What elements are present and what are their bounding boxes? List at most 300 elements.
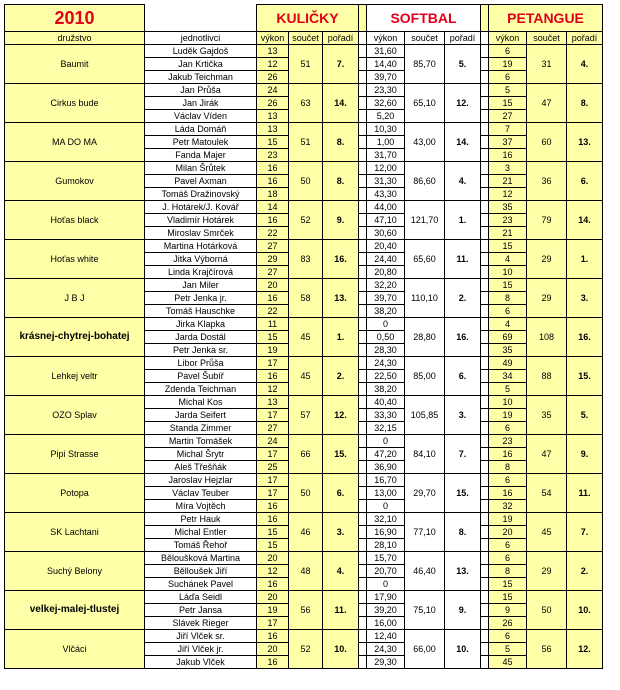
player-name: Běloušková Martina (145, 552, 257, 565)
softbal-poradi: 12. (445, 84, 481, 123)
softbal-poradi: 5. (445, 45, 481, 84)
softbal-vykon: 33,30 (367, 409, 405, 422)
petangue-poradi-header: pořadí (567, 32, 603, 45)
kulicky-vykon: 20 (257, 552, 289, 565)
team-row (5, 201, 603, 214)
player-name: Jakub Teichman (145, 71, 257, 84)
petangue-poradi: 10. (567, 591, 603, 630)
kulicky-soucet: 52 (289, 201, 323, 240)
player-name: Petr Jansa (145, 604, 257, 617)
softbal-poradi: 4. (445, 162, 481, 201)
kulicky-poradi: 11. (323, 591, 359, 630)
kulicky-poradi: 1. (323, 318, 359, 357)
softbal-vykon: 0 (367, 578, 405, 591)
petangue-vykon: 21 (489, 227, 527, 240)
softbal-vykon-header: výkon (367, 32, 405, 45)
petangue-vykon: 6 (489, 552, 527, 565)
petangue-vykon: 23 (489, 435, 527, 448)
petangue-soucet: 45 (527, 513, 567, 552)
softbal-poradi: 9. (445, 591, 481, 630)
kulicky-poradi: 12. (323, 396, 359, 435)
softbal-vykon: 16,70 (367, 474, 405, 487)
softbal-soucet: 86,60 (405, 162, 445, 201)
softbal-vykon: 0,50 (367, 331, 405, 344)
kulicky-soucet: 50 (289, 162, 323, 201)
player-name: Michal Šrytr (145, 448, 257, 461)
player-name: Tomáš Hauschke (145, 305, 257, 318)
player-name: Jaroslav Hejzlar (145, 474, 257, 487)
petangue-vykon: 19 (489, 409, 527, 422)
petangue-vykon: 5 (489, 383, 527, 396)
kulicky-vykon: 17 (257, 487, 289, 500)
softbal-vykon: 16,90 (367, 526, 405, 539)
softbal-soucet: 85,70 (405, 45, 445, 84)
petangue-poradi: 16. (567, 318, 603, 357)
softbal-vykon: 13,00 (367, 487, 405, 500)
team-row (5, 396, 603, 409)
kulicky-poradi-header: pořadí (323, 32, 359, 45)
petangue-vykon: 34 (489, 370, 527, 383)
softbal-vykon: 24,40 (367, 253, 405, 266)
team-name: Hoťas black (5, 201, 145, 240)
kulicky-vykon: 11 (257, 318, 289, 331)
team-name: Suchý Belony (5, 552, 145, 591)
team-row (5, 318, 603, 331)
kulicky-vykon: 16 (257, 656, 289, 669)
kulicky-soucet: 56 (289, 591, 323, 630)
petangue-vykon: 26 (489, 617, 527, 630)
kulicky-vykon: 13 (257, 396, 289, 409)
petangue-header: PETANGUE (489, 5, 603, 32)
petangue-vykon: 9 (489, 604, 527, 617)
petangue-vykon: 4 (489, 318, 527, 331)
petangue-vykon-header: výkon (489, 32, 527, 45)
softbal-vykon: 23,30 (367, 84, 405, 97)
kulicky-soucet: 51 (289, 45, 323, 84)
petangue-soucet: 47 (527, 84, 567, 123)
kulicky-soucet: 58 (289, 279, 323, 318)
kulicky-vykon: 15 (257, 539, 289, 552)
softbal-poradi: 6. (445, 357, 481, 396)
year-title: 2010 (5, 5, 145, 32)
petangue-vykon: 21 (489, 175, 527, 188)
team-name: Vlčáci (5, 630, 145, 669)
player-name: Jirka Klapka (145, 318, 257, 331)
softbal-vykon: 28,10 (367, 539, 405, 552)
team-name: velkej-malej-tlustej (5, 591, 145, 630)
petangue-vykon: 37 (489, 136, 527, 149)
kulicky-vykon: 27 (257, 422, 289, 435)
petangue-vykon: 8 (489, 292, 527, 305)
petangue-vykon: 15 (489, 591, 527, 604)
kulicky-soucet: 45 (289, 357, 323, 396)
player-name: Michal Entler (145, 526, 257, 539)
kulicky-soucet: 48 (289, 552, 323, 591)
softbal-vykon: 0 (367, 318, 405, 331)
kulicky-vykon: 16 (257, 370, 289, 383)
softbal-poradi: 13. (445, 552, 481, 591)
petangue-soucet: 79 (527, 201, 567, 240)
petangue-poradi: 2. (567, 552, 603, 591)
results-table (4, 4, 603, 669)
softbal-vykon: 38,20 (367, 383, 405, 396)
team-row (5, 552, 603, 565)
petangue-vykon: 6 (489, 305, 527, 318)
softbal-vykon: 43,30 (367, 188, 405, 201)
kulicky-vykon: 16 (257, 175, 289, 188)
player-name: Fanda Majer (145, 149, 257, 162)
player-name: Vladimír Hotárek (145, 214, 257, 227)
kulicky-vykon: 16 (257, 500, 289, 513)
player-name: Petr Hauk (145, 513, 257, 526)
petangue-poradi: 12. (567, 630, 603, 669)
team-row (5, 357, 603, 370)
petangue-soucet: 29 (527, 552, 567, 591)
team-name: MA DO MA (5, 123, 145, 162)
petangue-vykon: 20 (489, 526, 527, 539)
petangue-vykon: 10 (489, 396, 527, 409)
softbal-soucet: 65,10 (405, 84, 445, 123)
petangue-poradi: 6. (567, 162, 603, 201)
petangue-soucet: 31 (527, 45, 567, 84)
kulicky-poradi: 6. (323, 474, 359, 513)
player-name: Linda Krajčírová (145, 266, 257, 279)
team-row (5, 240, 603, 253)
petangue-soucet: 36 (527, 162, 567, 201)
kulicky-vykon: 15 (257, 331, 289, 344)
petangue-vykon: 19 (489, 513, 527, 526)
player-name: Pavel Šubíř (145, 370, 257, 383)
softbal-vykon: 28,30 (367, 344, 405, 357)
softbal-vykon: 36,90 (367, 461, 405, 474)
softbal-vykon: 24,30 (367, 643, 405, 656)
kulicky-poradi: 2. (323, 357, 359, 396)
team-name: Cirkus bude (5, 84, 145, 123)
petangue-vykon: 3 (489, 162, 527, 175)
softbal-vykon: 44,00 (367, 201, 405, 214)
petangue-soucet-header: součet (527, 32, 567, 45)
petangue-soucet: 60 (527, 123, 567, 162)
softbal-vykon: 30,60 (367, 227, 405, 240)
kulicky-vykon: 13 (257, 123, 289, 136)
player-name: Jiří Vlček jr. (145, 643, 257, 656)
petangue-soucet: 56 (527, 630, 567, 669)
kulicky-vykon-header: výkon (257, 32, 289, 45)
softbal-vykon: 12,40 (367, 630, 405, 643)
team-row (5, 474, 603, 487)
kulicky-vykon: 16 (257, 513, 289, 526)
kulicky-vykon: 17 (257, 617, 289, 630)
player-name: Láda Domáň (145, 123, 257, 136)
softbal-vykon: 32,60 (367, 97, 405, 110)
petangue-vykon: 35 (489, 201, 527, 214)
petangue-vykon: 6 (489, 71, 527, 84)
petangue-poradi: 3. (567, 279, 603, 318)
team-name: Pipi Strasse (5, 435, 145, 474)
petangue-poradi: 15. (567, 357, 603, 396)
team-row (5, 630, 603, 643)
softbal-vykon: 32,20 (367, 279, 405, 292)
kulicky-vykon: 27 (257, 266, 289, 279)
kulicky-poradi: 13. (323, 279, 359, 318)
softbal-poradi: 7. (445, 435, 481, 474)
softbal-vykon: 1,00 (367, 136, 405, 149)
softbal-poradi: 14. (445, 123, 481, 162)
petangue-vykon: 16 (489, 487, 527, 500)
kulicky-vykon: 13 (257, 110, 289, 123)
kulicky-soucet: 46 (289, 513, 323, 552)
kulicky-vykon: 16 (257, 162, 289, 175)
softbal-soucet: 66,00 (405, 630, 445, 669)
softbal-vykon: 24,30 (367, 357, 405, 370)
softbal-vykon: 0 (367, 500, 405, 513)
softbal-vykon: 0 (367, 435, 405, 448)
petangue-vykon: 8 (489, 461, 527, 474)
kulicky-vykon: 29 (257, 253, 289, 266)
player-name: Václav Víden (145, 110, 257, 123)
kulicky-vykon: 16 (257, 630, 289, 643)
softbal-vykon: 39,20 (367, 604, 405, 617)
kulicky-vykon: 17 (257, 474, 289, 487)
kulicky-vykon: 17 (257, 448, 289, 461)
softbal-poradi: 15. (445, 474, 481, 513)
team-row (5, 435, 603, 448)
softbal-vykon: 39,70 (367, 71, 405, 84)
team-row (5, 123, 603, 136)
petangue-vykon: 35 (489, 344, 527, 357)
player-name: Michal Kos (145, 396, 257, 409)
softbal-vykon: 31,30 (367, 175, 405, 188)
petangue-vykon: 15 (489, 279, 527, 292)
kulicky-vykon: 22 (257, 227, 289, 240)
kulicky-vykon: 19 (257, 344, 289, 357)
team-name: Potopa (5, 474, 145, 513)
player-name: Milan Šrůtek (145, 162, 257, 175)
softbal-vykon: 22,50 (367, 370, 405, 383)
druzstvo-header: družstvo (5, 32, 145, 45)
player-name: Jan Krtička (145, 58, 257, 71)
kulicky-soucet: 51 (289, 123, 323, 162)
petangue-vykon: 8 (489, 565, 527, 578)
petangue-poradi: 9. (567, 435, 603, 474)
kulicky-vykon: 18 (257, 188, 289, 201)
softbal-vykon: 38,20 (367, 305, 405, 318)
kulicky-vykon: 24 (257, 84, 289, 97)
player-name: Míra Vojtěch (145, 500, 257, 513)
player-name: Bělloušek Jiří (145, 565, 257, 578)
petangue-vykon: 45 (489, 656, 527, 669)
petangue-vykon: 16 (489, 149, 527, 162)
kulicky-soucet: 52 (289, 630, 323, 669)
kulicky-vykon: 20 (257, 591, 289, 604)
team-name: SK Lachtani (5, 513, 145, 552)
team-row (5, 84, 603, 97)
softbal-vykon: 15,70 (367, 552, 405, 565)
softbal-poradi: 8. (445, 513, 481, 552)
kulicky-poradi: 10. (323, 630, 359, 669)
player-name: Martin Tomášek (145, 435, 257, 448)
softbal-vykon: 39,70 (367, 292, 405, 305)
softbal-poradi: 1. (445, 201, 481, 240)
player-name: Luděk Gajdoš (145, 45, 257, 58)
kulicky-poradi: 4. (323, 552, 359, 591)
petangue-vykon: 15 (489, 240, 527, 253)
softbal-vykon: 32,10 (367, 513, 405, 526)
softbal-soucet: 46,40 (405, 552, 445, 591)
player-name: J. Hotárek/J. Kovář (145, 201, 257, 214)
kulicky-poradi: 8. (323, 162, 359, 201)
team-name: J B J (5, 279, 145, 318)
petangue-vykon: 12 (489, 188, 527, 201)
petangue-vykon: 10 (489, 266, 527, 279)
kulicky-vykon: 20 (257, 643, 289, 656)
petangue-vykon: 27 (489, 110, 527, 123)
petangue-vykon: 5 (489, 643, 527, 656)
kulicky-vykon: 27 (257, 240, 289, 253)
kulicky-soucet: 83 (289, 240, 323, 279)
player-name: Jiří Vlček sr. (145, 630, 257, 643)
player-name: Jitka Výborná (145, 253, 257, 266)
softbal-vykon: 14,40 (367, 58, 405, 71)
softbal-vykon: 20,40 (367, 240, 405, 253)
kulicky-soucet: 63 (289, 84, 323, 123)
player-name: Petr Matoulek (145, 136, 257, 149)
softbal-vykon: 32,15 (367, 422, 405, 435)
kulicky-vykon: 15 (257, 526, 289, 539)
kulicky-vykon: 17 (257, 357, 289, 370)
kulicky-vykon: 14 (257, 201, 289, 214)
petangue-vykon: 15 (489, 578, 527, 591)
team-name: OZO Splav (5, 396, 145, 435)
player-name: Jarda Seifert (145, 409, 257, 422)
softbal-soucet: 110,10 (405, 279, 445, 318)
kulicky-soucet: 66 (289, 435, 323, 474)
player-name: Jarda Dostál (145, 331, 257, 344)
petangue-vykon: 6 (489, 474, 527, 487)
kulicky-vykon: 13 (257, 45, 289, 58)
petangue-vykon: 23 (489, 214, 527, 227)
kulicky-poradi: 7. (323, 45, 359, 84)
player-name: Láďa Seidl (145, 591, 257, 604)
team-row (5, 279, 603, 292)
petangue-soucet: 88 (527, 357, 567, 396)
kulicky-poradi: 8. (323, 123, 359, 162)
petangue-vykon: 49 (489, 357, 527, 370)
kulicky-vykon: 19 (257, 604, 289, 617)
player-name: Jan Miler (145, 279, 257, 292)
kulicky-vykon: 26 (257, 71, 289, 84)
jednotlivci-header: jednotlivci (145, 32, 257, 45)
petangue-poradi: 4. (567, 45, 603, 84)
petangue-soucet: 35 (527, 396, 567, 435)
player-name: Jakub Vlček (145, 656, 257, 669)
petangue-vykon: 6 (489, 539, 527, 552)
team-name: krásnej-chytrej-bohatej (5, 318, 145, 357)
softbal-vykon: 12,00 (367, 162, 405, 175)
kulicky-poradi: 9. (323, 201, 359, 240)
petangue-soucet: 29 (527, 240, 567, 279)
petangue-poradi: 5. (567, 396, 603, 435)
petangue-poradi: 11. (567, 474, 603, 513)
petangue-vykon: 6 (489, 422, 527, 435)
player-name: Pavel Axman (145, 175, 257, 188)
player-name: Standa Zimmer (145, 422, 257, 435)
petangue-soucet: 50 (527, 591, 567, 630)
petangue-vykon: 16 (489, 448, 527, 461)
kulicky-header: KULIČKY (257, 5, 359, 32)
player-name: Zdenda Teichman (145, 383, 257, 396)
softbal-header: SOFTBAL (367, 5, 481, 32)
softbal-vykon: 31,60 (367, 45, 405, 58)
team-row (5, 162, 603, 175)
team-name: Hoťas white (5, 240, 145, 279)
kulicky-vykon: 12 (257, 58, 289, 71)
softbal-vykon: 5,20 (367, 110, 405, 123)
softbal-soucet: 121,70 (405, 201, 445, 240)
petangue-vykon: 6 (489, 630, 527, 643)
team-row (5, 45, 603, 58)
kulicky-vykon: 23 (257, 149, 289, 162)
player-name: Suchánek Pavel (145, 578, 257, 591)
kulicky-vykon: 25 (257, 461, 289, 474)
team-name: Lehkej veltr (5, 357, 145, 396)
petangue-soucet: 54 (527, 474, 567, 513)
kulicky-poradi: 15. (323, 435, 359, 474)
kulicky-vykon: 22 (257, 305, 289, 318)
softbal-soucet: 29,70 (405, 474, 445, 513)
softbal-soucet: 43,00 (405, 123, 445, 162)
softbal-vykon: 29,30 (367, 656, 405, 669)
softbal-soucet: 105,85 (405, 396, 445, 435)
softbal-poradi: 2. (445, 279, 481, 318)
petangue-vykon: 69 (489, 331, 527, 344)
petangue-poradi: 13. (567, 123, 603, 162)
petangue-soucet: 108 (527, 318, 567, 357)
petangue-vykon: 4 (489, 253, 527, 266)
kulicky-vykon: 15 (257, 136, 289, 149)
softbal-poradi: 10. (445, 630, 481, 669)
softbal-vykon: 31,70 (367, 149, 405, 162)
softbal-vykon: 17,90 (367, 591, 405, 604)
player-name: Martina Hotárková (145, 240, 257, 253)
softbal-soucet: 28,80 (405, 318, 445, 357)
team-rows (5, 45, 603, 669)
softbal-poradi-header: pořadí (445, 32, 481, 45)
player-name: Slávek Rieger (145, 617, 257, 630)
team-row (5, 513, 603, 526)
kulicky-vykon: 16 (257, 578, 289, 591)
softbal-soucet: 84,10 (405, 435, 445, 474)
kulicky-vykon: 16 (257, 292, 289, 305)
player-name: Miroslav Smrček (145, 227, 257, 240)
petangue-poradi: 7. (567, 513, 603, 552)
softbal-vykon: 10,30 (367, 123, 405, 136)
petangue-vykon: 19 (489, 58, 527, 71)
team-name: Baumit (5, 45, 145, 84)
softbal-vykon: 47,20 (367, 448, 405, 461)
softbal-soucet: 85,00 (405, 357, 445, 396)
kulicky-vykon: 20 (257, 279, 289, 292)
petangue-vykon: 32 (489, 500, 527, 513)
petangue-soucet: 47 (527, 435, 567, 474)
softbal-soucet: 65,60 (405, 240, 445, 279)
kulicky-vykon: 26 (257, 97, 289, 110)
softbal-poradi: 3. (445, 396, 481, 435)
player-name: Aleš Třešňák (145, 461, 257, 474)
kulicky-vykon: 17 (257, 409, 289, 422)
kulicky-soucet-header: součet (289, 32, 323, 45)
softbal-vykon: 47,10 (367, 214, 405, 227)
